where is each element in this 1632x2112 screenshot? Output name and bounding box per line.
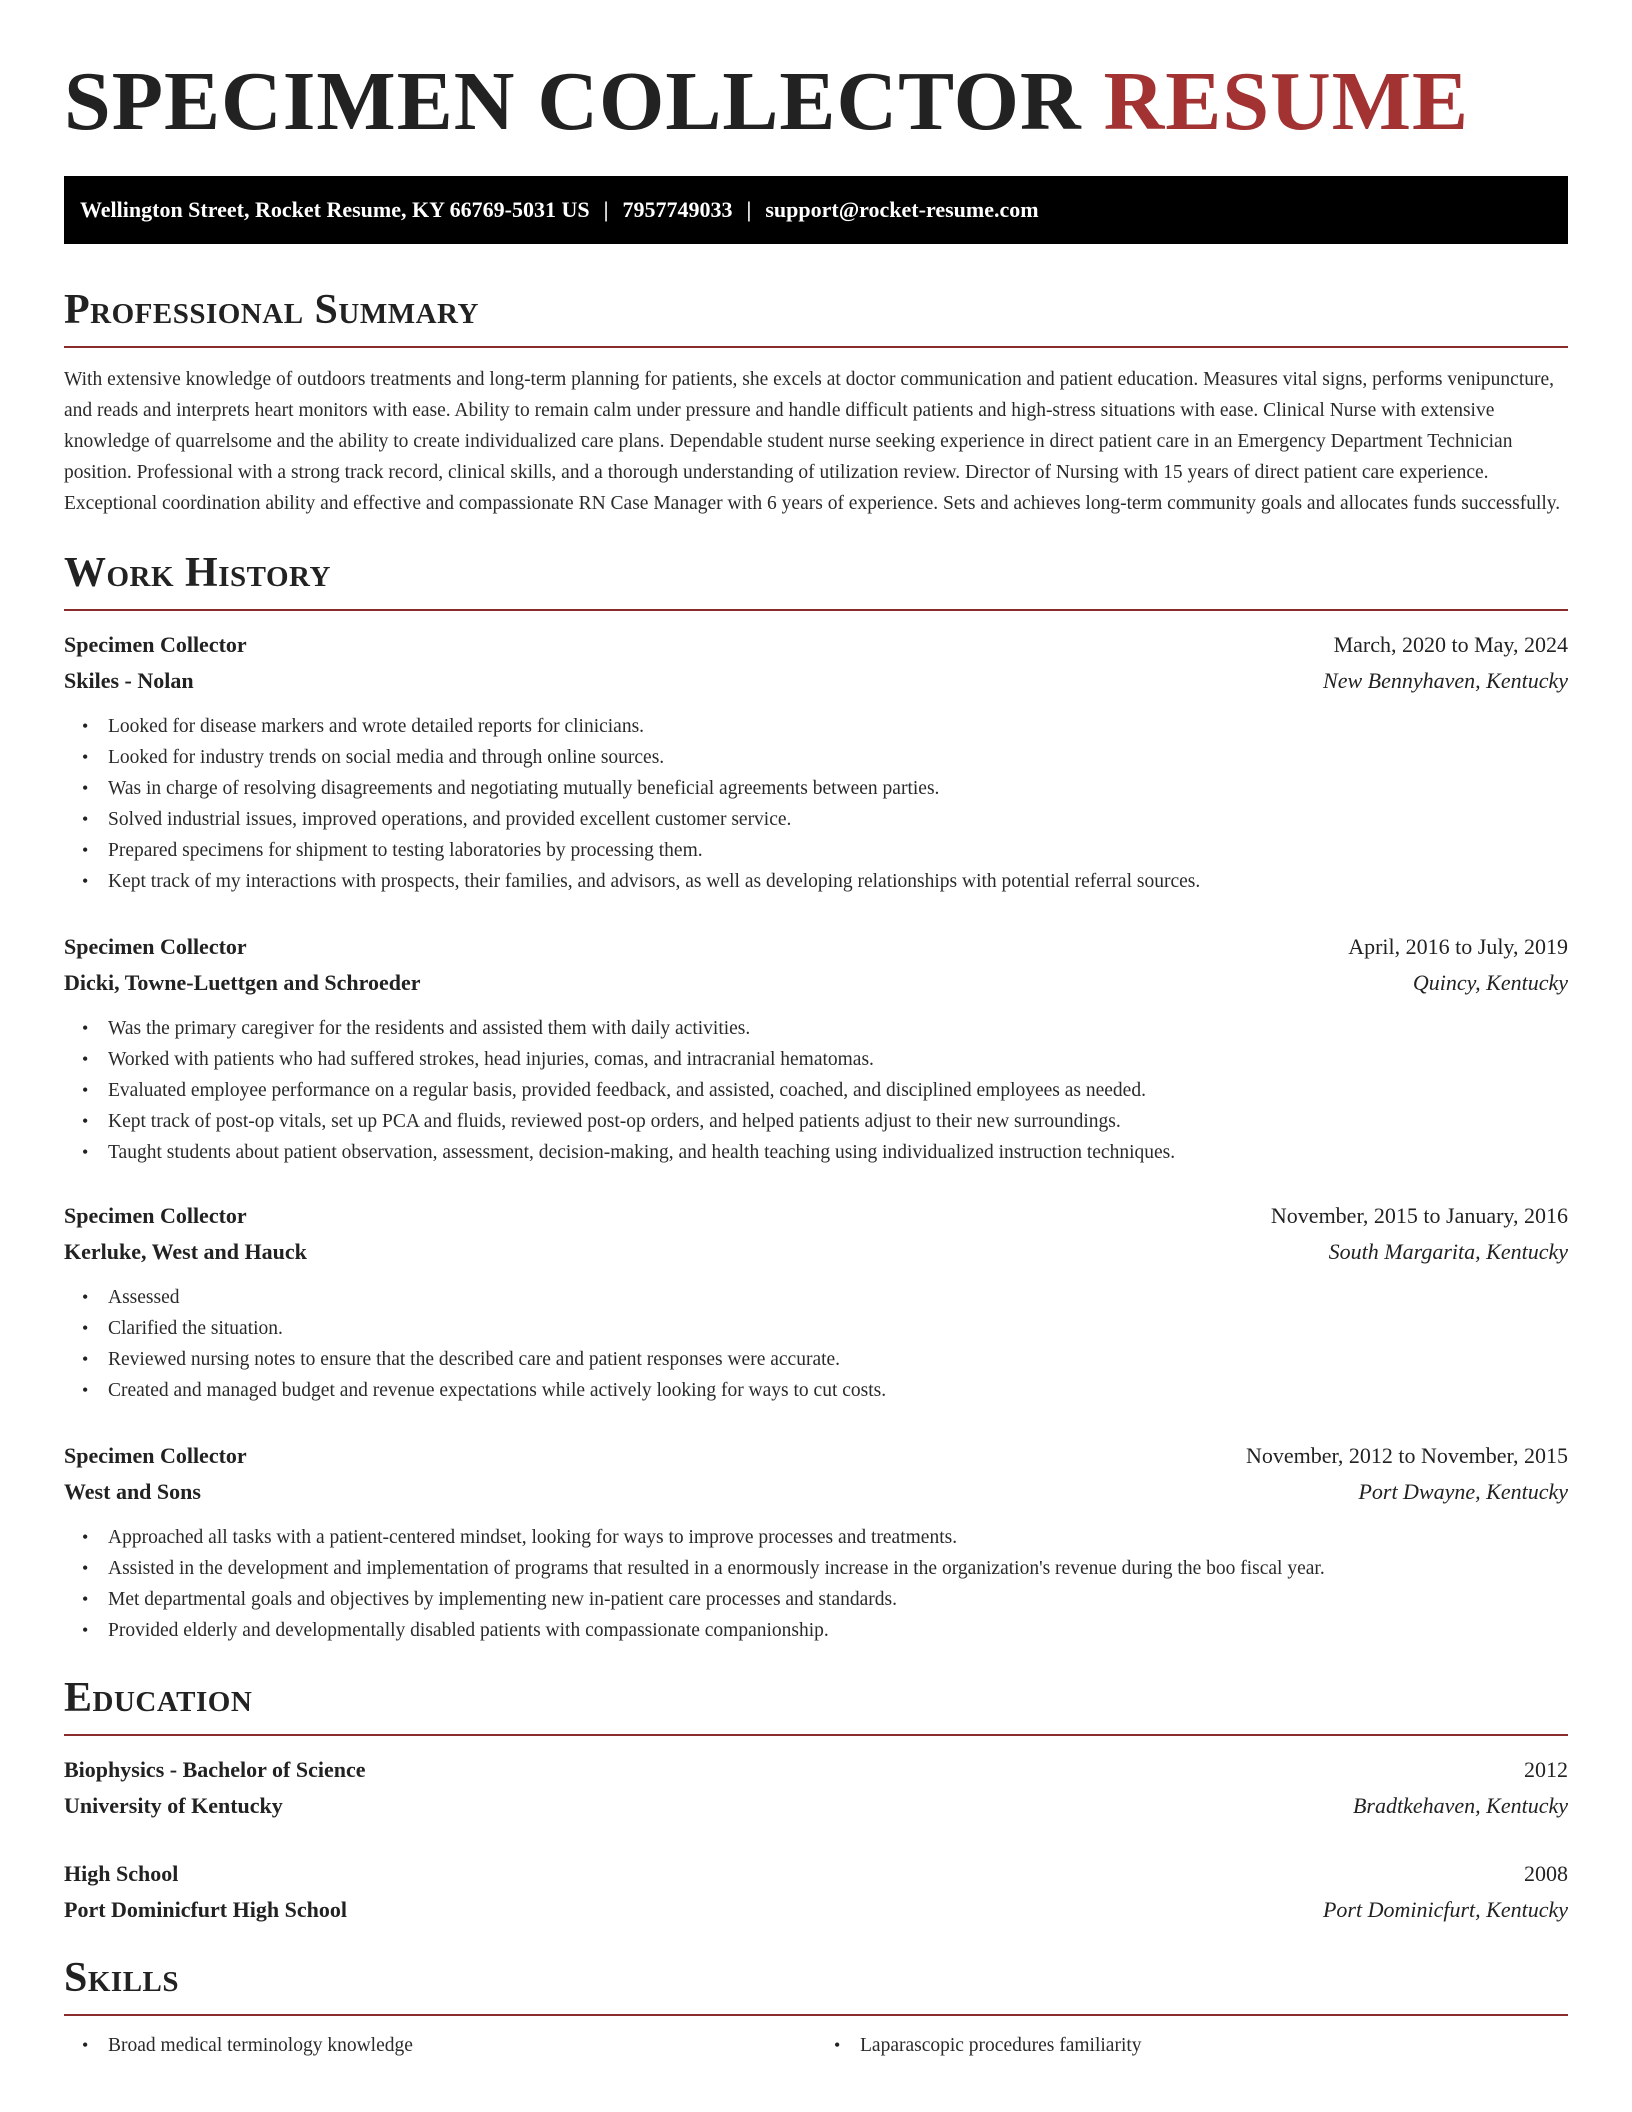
contact-email: support@rocket-resume.com	[765, 197, 1039, 222]
job-bullet: • Was in charge of resolving disagreements and negotiating mutually beneficial agreements between parties.	[108, 773, 1568, 804]
section-rule	[64, 2014, 1568, 2016]
education-entry	[64, 1752, 1568, 1824]
job-header-row	[64, 627, 1568, 663]
job-bullet: • Created and managed budget and revenue expectations while actively looking for ways to cut costs.	[108, 1375, 1568, 1406]
job-company-row	[64, 965, 1568, 1001]
job-title: Specimen Collector	[64, 632, 247, 657]
skill-item: • Broad medical terminology knowledge	[108, 2030, 816, 2061]
job-company: Skiles - Nolan	[64, 668, 194, 693]
job-dates: March, 2020 to May, 2024	[1333, 632, 1568, 657]
title-main: SPECIMEN COLLECTOR	[64, 55, 1082, 148]
job-location: Quincy, Kentucky	[1412, 970, 1568, 995]
job-bullet: • Worked with patients who had suffered strokes, head injuries, comas, and intracranial hematomas.	[108, 1044, 1568, 1075]
job-bullet: • Was the primary caregiver for the residents and assisted them with daily activities.	[108, 1013, 1568, 1044]
skills-section	[64, 1954, 1568, 2061]
job-bullet: • Reviewed nursing notes to ensure that the described care and patient responses were accurate.	[108, 1344, 1568, 1375]
education-entry	[64, 1856, 1568, 1928]
job-header-row	[64, 929, 1568, 965]
job-bullet: • Taught students about patient observation, assessment, decision-making, and health teaching using individualized instruction techniques.	[108, 1137, 1568, 1168]
section-title-work: Work History	[64, 550, 331, 596]
education-school: Port Dominicfurt High School	[64, 1897, 347, 1922]
job-bullets	[64, 1013, 1568, 1168]
section-title-education: Education	[64, 1675, 253, 1721]
job-bullets	[64, 1282, 1568, 1406]
education-header-row	[64, 1752, 1568, 1788]
job-company-row	[64, 1234, 1568, 1270]
job-company-row	[64, 1474, 1568, 1510]
job-dates: April, 2016 to July, 2019	[1348, 934, 1568, 959]
job-location: South Margarita, Kentucky	[1328, 1239, 1568, 1264]
job-company: Dicki, Towne-Luettgen and Schroeder	[64, 970, 421, 995]
section-title-skills: Skills	[64, 1955, 180, 2001]
section-rule	[64, 1734, 1568, 1736]
contact-separator: |	[746, 197, 752, 222]
job-title: Specimen Collector	[64, 1443, 247, 1468]
contact-separator: |	[603, 197, 609, 222]
education-school: University of Kentucky	[64, 1793, 283, 1818]
job-bullet: • Evaluated employee performance on a regular basis, provided feedback, and assisted, coached, and disciplined employees as needed.	[108, 1075, 1568, 1106]
education-section	[64, 1674, 1568, 1928]
education-location: Port Dominicfurt, Kentucky	[1322, 1897, 1568, 1922]
job-bullet: • Looked for industry trends on social media and through online sources.	[108, 742, 1568, 773]
job-bullet: • Assisted in the development and implementation of programs that resulted in a enormously increase in the organization's revenue during the boo fiscal year.	[108, 1553, 1568, 1584]
contact-bar	[64, 176, 1568, 244]
skills-list-left	[64, 2030, 816, 2061]
skills-columns	[64, 2030, 1568, 2061]
summary-text: With extensive knowledge of outdoors treatments and long-term planning for patients, she excels at doctor communication and patient education. Measures vital signs, performs venipuncture, and reads and interprets heart monitors with ease. Ability to remain calm under pressure and handle difficult patients and high-stress situations with ease. Clinical Nurse with extensive knowledge of quarrelsome and the ability to create individualized care plans. Dependable student nurse seeking experience in direct patient care in an Emergency Department Technician position. Professional with a strong track record, clinical skills, and a thorough understanding of utilization review. Director of Nursing with 15 years of direct patient care experience. Exceptional coordination ability and effective and compassionate RN Case Manager with 6 years of experience. Sets and achieves long-term community goals and allocates funds successfully.	[64, 369, 1561, 514]
job-bullet: • Assessed	[108, 1282, 1568, 1313]
education-school-row	[64, 1892, 1568, 1928]
title-accent: RESUME	[1103, 55, 1470, 148]
job-location: Port Dwayne, Kentucky	[1358, 1479, 1568, 1504]
job-bullet: • Met departmental goals and objectives by implementing new in-patient care processes and standards.	[108, 1584, 1568, 1615]
education-year: 2012	[1524, 1757, 1568, 1782]
job-bullet: • Approached all tasks with a patient-centered mindset, looking for ways to improve processes and treatments.	[108, 1522, 1568, 1553]
job-bullet: • Provided elderly and developmentally disabled patients with compassionate companionship.	[108, 1615, 1568, 1646]
job-header-row	[64, 1438, 1568, 1474]
job-entry	[64, 627, 1568, 897]
job-company-row	[64, 663, 1568, 699]
job-bullet: • Clarified the situation.	[108, 1313, 1568, 1344]
education-year: 2008	[1524, 1861, 1568, 1886]
summary-section	[64, 286, 1568, 519]
job-entry	[64, 1198, 1568, 1406]
education-degree: Biophysics - Bachelor of Science	[64, 1757, 366, 1782]
job-bullet: • Kept track of my interactions with prospects, their families, and advisors, as well as developing relationships with potential referral sources.	[108, 866, 1568, 897]
job-company: Kerluke, West and Hauck	[64, 1239, 307, 1264]
job-entry	[64, 1438, 1568, 1646]
job-dates: November, 2012 to November, 2015	[1245, 1443, 1568, 1468]
job-bullet: • Prepared specimens for shipment to testing laboratories by processing them.	[108, 835, 1568, 866]
job-bullet: • Kept track of post-op vitals, set up PCA and fluids, reviewed post-op orders, and helped patients adjust to their new surroundings.	[108, 1106, 1568, 1137]
skills-list-right	[816, 2030, 1568, 2061]
job-entry	[64, 929, 1568, 1168]
education-header-row	[64, 1856, 1568, 1892]
job-title: Specimen Collector	[64, 934, 247, 959]
education-location: Bradtkehaven, Kentucky	[1352, 1793, 1568, 1818]
job-title: Specimen Collector	[64, 1203, 247, 1228]
job-company: West and Sons	[64, 1479, 201, 1504]
section-rule	[64, 346, 1568, 348]
job-bullets	[64, 1522, 1568, 1646]
education-degree: High School	[64, 1861, 179, 1886]
resume-page	[64, 0, 1568, 2061]
job-dates: November, 2015 to January, 2016	[1270, 1203, 1568, 1228]
work-section	[64, 549, 1568, 1646]
section-rule	[64, 609, 1568, 611]
job-header-row	[64, 1198, 1568, 1234]
resume-title	[64, 0, 1568, 176]
job-location: New Bennyhaven, Kentucky	[1323, 668, 1568, 693]
section-title-summary: Professional Summary	[64, 287, 479, 333]
skill-item: • Laparascopic procedures familiarity	[860, 2030, 1568, 2061]
job-bullets	[64, 711, 1568, 897]
contact-phone: 7957749033	[622, 197, 733, 222]
contact-address: Wellington Street, Rocket Resume, KY 66769-5031 US	[80, 197, 590, 222]
education-school-row	[64, 1788, 1568, 1824]
job-bullet: • Looked for disease markers and wrote detailed reports for clinicians.	[108, 711, 1568, 742]
job-bullet: • Solved industrial issues, improved operations, and provided excellent customer service.	[108, 804, 1568, 835]
